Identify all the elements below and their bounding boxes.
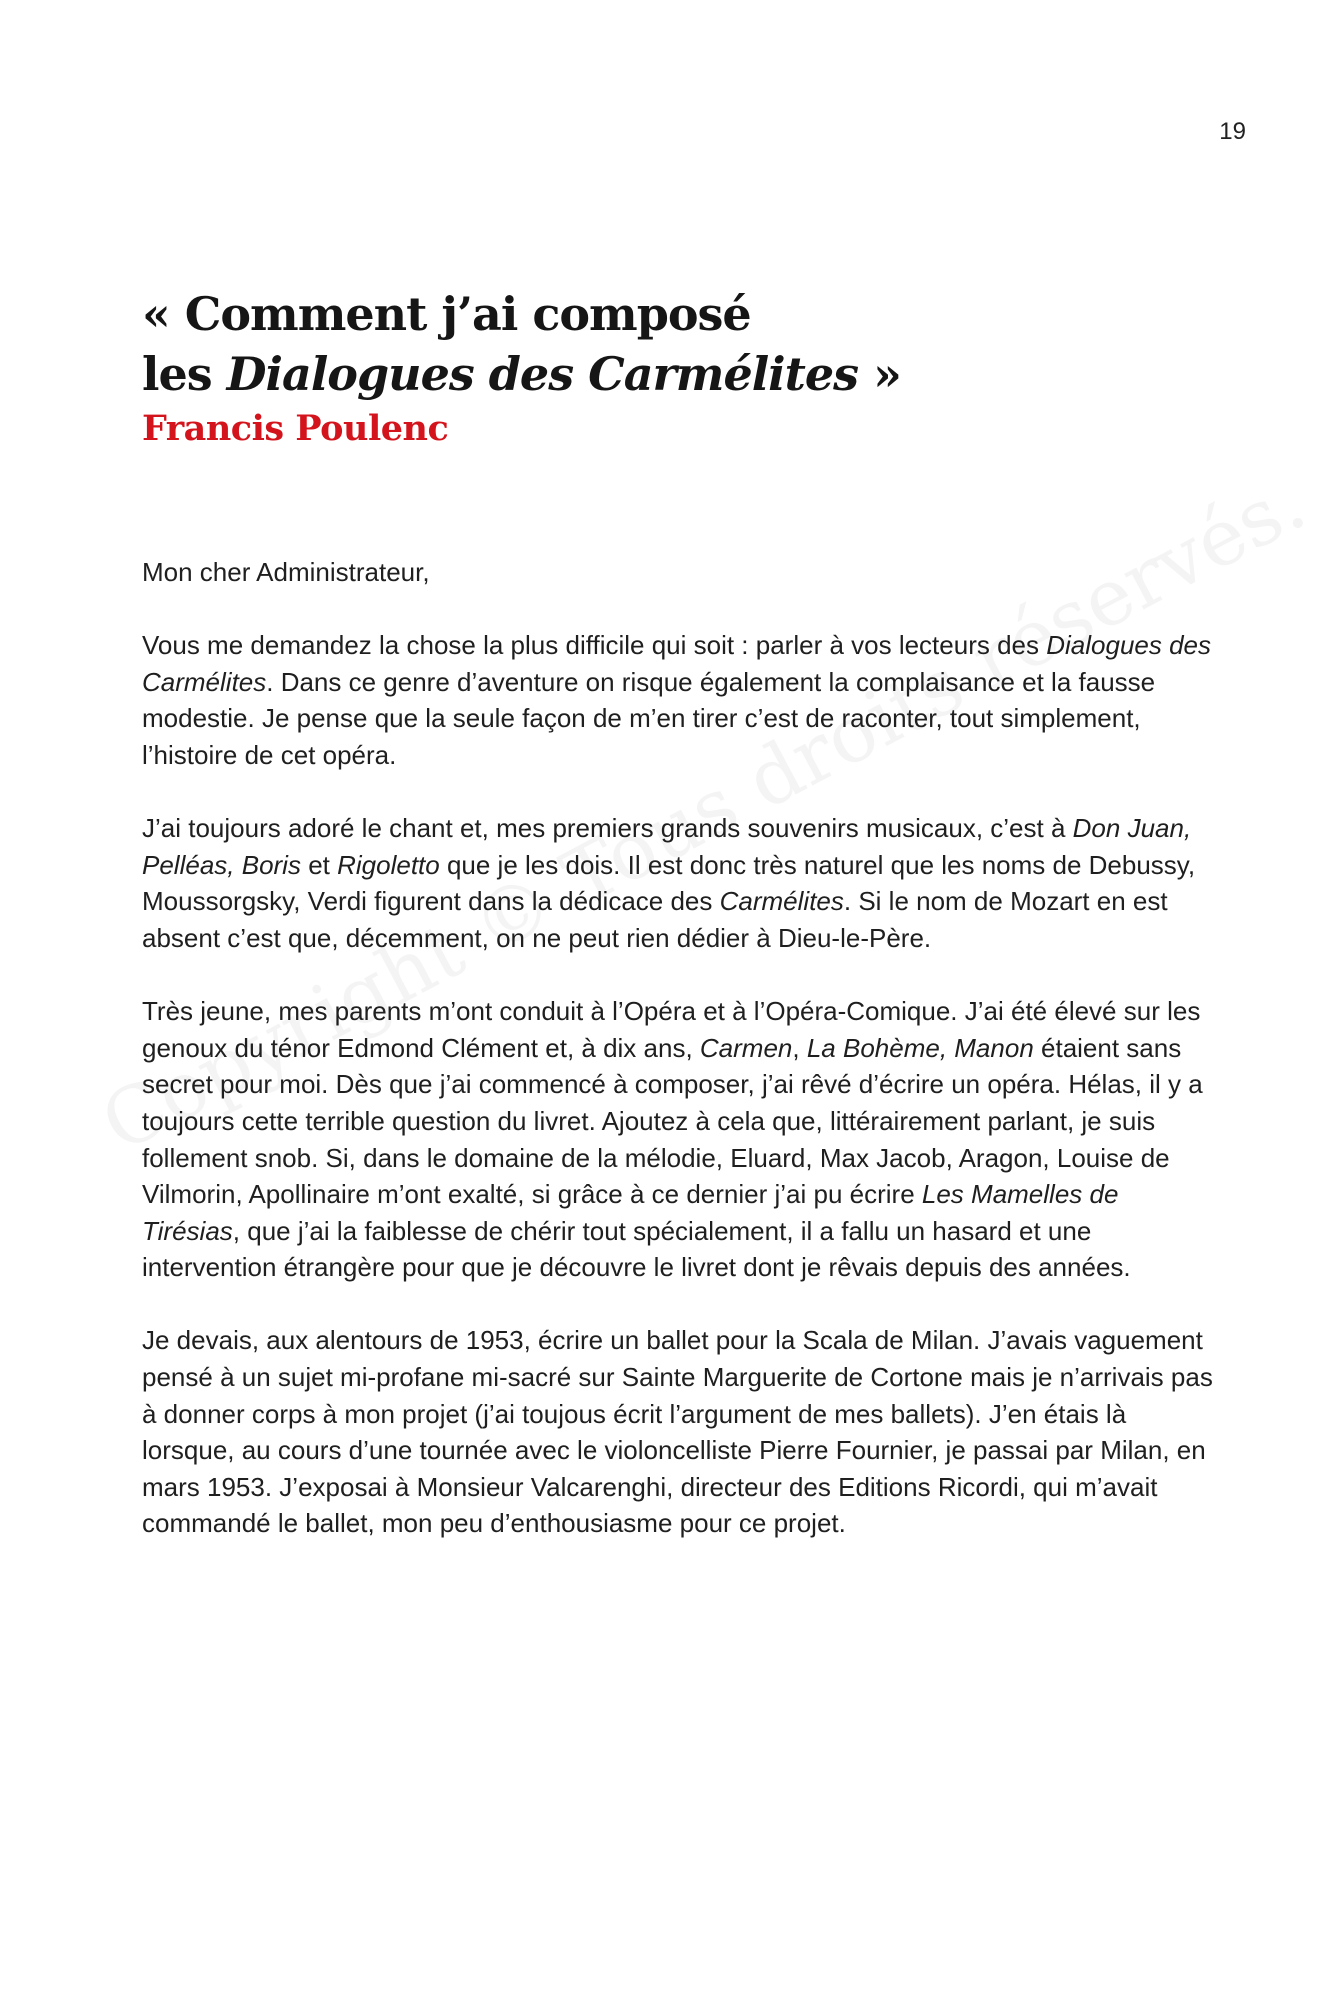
work-title: La Bohème, Manon: [806, 1032, 1034, 1063]
salutation: Mon cher Administrateur,: [142, 557, 430, 587]
title-line-2: [142, 344, 1202, 404]
article-heading: [142, 284, 1202, 454]
work-title: Carmen: [699, 1032, 793, 1063]
work-title: Carmélites: [719, 886, 844, 917]
author-name: Francis Poulenc: [142, 408, 449, 449]
work-title: Rigoletto: [337, 849, 440, 880]
work-title: Les Mamelles de Tirésias: [142, 1179, 1119, 1246]
paragraph-1: Vous me demandez la chose la plus difficile qui soit : parler à vos lecteurs des Dialogues des Carmélites. Dans ce genre d’aventure on risque également la complaisance et la fausse modestie. Je pense que la seule façon de m’en tirer c’est de raconter, tout simplement, l’histoire de cet opéra.: [142, 630, 1212, 770]
title-work-name: Dialogues des Carmélites: [226, 347, 859, 401]
letter-body: [142, 554, 1217, 1579]
work-title: Don Juan, Pelléas, Boris: [142, 813, 1192, 880]
title-prefix: les: [142, 347, 227, 401]
page-number: 19: [1219, 118, 1246, 145]
paragraph-2: J’ai toujours adoré le chant et, mes premiers grands souvenirs musicaux, c’est à Don Juan, Pelléas, Boris et Rigoletto que je les dois. Il est donc très naturel que les noms de Debussy, Moussorgsky, Verdi figurent dans la dédicace des Carmélites. Si le nom de Mozart en est absent c’est que, décemment, on ne peut rien dédier à Dieu-le-Père.: [142, 813, 1196, 953]
paragraph-3: Très jeune, mes parents m’ont conduit à l’Opéra et à l’Opéra-Comique. J’ai été élevé sur les genoux du ténor Edmond Clément et, à dix ans, Carmen, La Bohème, Manon étaient sans secret pour moi. Dès que j’ai commencé à composer, j’ai rêvé d’écrire un opéra. Hélas, il y a toujours cette terrible question du livret. Ajoutez à cela que, littérairement parlant, je suis follement snob. Si, dans le domaine de la mélodie, Eluard, Max Jacob, Aragon, Louise de Vilmorin, Apollinaire m’ont exalté, si grâce à ce dernier j’ai pu écrire Les Mamelles de Tirésias, que j’ai la faiblesse de chérir tout spécialement, il a fallu un hasard et une intervention étrangère pour que je découvre le livret dont je rêvais depuis des années.: [142, 996, 1203, 1283]
work-title: Dialogues des Carmélites: [142, 630, 1212, 697]
paragraph-4: Je devais, aux alentours de 1953, écrire un ballet pour la Scala de Milan. J’avais vaguement pensé à un sujet mi-profane mi-sacré sur Sainte Marguerite de Cortone mais je n’arrivais pas à donner corps à mon projet (j’ai toujous écrit l’argument de mes ballets). J’en étais là lorsque, au cours d’une tournée avec le violoncelliste Pierre Fournier, je passai par Milan, en mars 1953. J’exposai à Monsieur Valcarenghi, directeur des Editions Ricordi, qui m’avait commandé le ballet, mon peu d’enthousiasme pour ce projet.: [142, 1325, 1213, 1539]
title-line-1: « Comment j’ai composé: [142, 287, 751, 341]
title-suffix: »: [858, 347, 901, 401]
